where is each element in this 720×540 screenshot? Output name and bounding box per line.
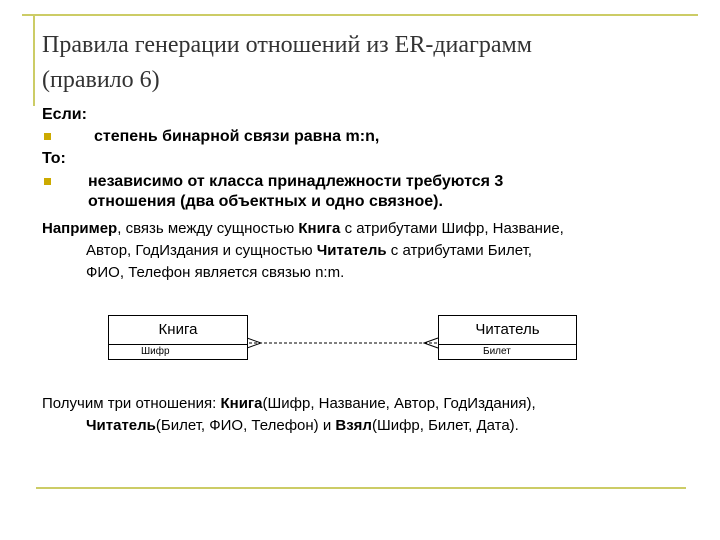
result-paragraph: [42, 393, 712, 437]
example-line-1: Например, связь между сущностью Книга с атрибутами Шифр, Название,: [42, 220, 564, 237]
result-line-1: Получим три отношения: Книга(Шифр, Название, Автор, ГодИздания),: [42, 395, 536, 412]
example-paragraph: [42, 218, 712, 284]
entity-box-kniga: [108, 315, 248, 360]
then-line-1: независимо от класса принадлежности требуются 3: [88, 173, 504, 190]
decorative-bottom-line: [36, 487, 686, 489]
then-consequence: [88, 172, 503, 212]
decorative-vertical-line: [33, 14, 35, 106]
title-line-2: (правило 6): [42, 67, 160, 93]
result-line-2: Читатель(Билет, ФИО, Телефон) и Взял(Шифр, Билет, Дата).: [86, 417, 519, 434]
entity-attribute: Билет: [483, 346, 511, 357]
decorative-top-line: [22, 14, 698, 16]
then-label: То:: [42, 150, 66, 167]
title-line-1: Правила генерации отношений из ER-диаграмм: [42, 32, 532, 58]
entity-attribute: Шифр: [141, 346, 170, 357]
entity-box-chitatel: [438, 315, 577, 360]
slide-title: [42, 28, 702, 98]
relationship-connector: [247, 335, 439, 351]
bullet-icon: [44, 133, 51, 140]
then-line-2: отношения (два объектных и одно связное).: [88, 193, 443, 210]
if-label: Если:: [42, 106, 87, 123]
entity-name: Читатель: [475, 321, 540, 338]
entity-divider: [109, 344, 247, 345]
example-line-2: Автор, ГодИздания и сущностью Читатель с атрибутами Билет,: [86, 242, 532, 259]
example-line-3: ФИО, Телефон является связью n:m.: [86, 264, 345, 281]
entity-name: Книга: [158, 321, 198, 338]
bullet-icon: [44, 178, 51, 185]
if-condition: степень бинарной связи равна m:n,: [94, 128, 380, 145]
